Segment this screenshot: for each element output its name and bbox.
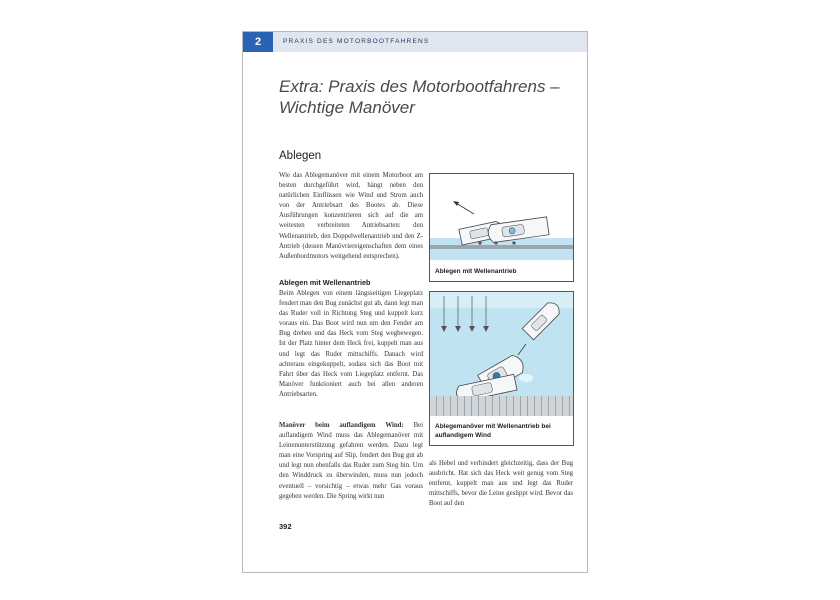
chapter-number: 2 [243,32,273,52]
book-page [242,31,588,573]
fender-1 [478,241,481,244]
intro-paragraph: Wie das Ablegemanöver mit einem Motorboot am besten durchgeführt wird, hängt neben den natürlichen Einflüssen wie Wind und Strom auch von der Antriebsart des Bootes ab. Diese Ausführungen konzentrieren sich auf die am weitesten verbreiteten Antriebsarten: den Wellenantrieb, den Doppelwellenantrieb und den Z-Antrieb (dessen Manövriereigenschaften dem eines Außenbordmotors weitgehend entsprechen). [279,172,423,260]
figure-ablegen-caption: Ablegen mit Wellenantrieb [435,268,517,275]
page-title [279,76,579,118]
right-paragraph: als Hebel und verhindert gleichzeitig, dass der Bug ausbricht. Hat sich das Heck weit genug vom Steg entfernt, kuppelt man aus und legt das Ruder mittschiffs, bevor die Leine geslippt wird. Bevor das Boot auf den [429,460,573,508]
fender-3 [512,241,515,244]
figure-auflandig-caption: Ablegemanöver mit Wellenantrieb bei auflandigem Wind [435,423,551,439]
wind-paragraph [279,421,423,502]
page-number: 392 [279,522,292,531]
direction-arrow [456,203,474,214]
wind-body: Bei auflandigem Wind muss das Ablegemanöver mit Leinenunterstützung gefahren werden. Dazu legt man eine Vorspring auf Slip, fendert den Bug gut ab und legt nun ebenfalls das Ruder zum Steg hin. Um den Winddruck zu überwinden, muss nun jedoch eventuell – vorsichtig – etwas mehr Gas voraus gegeben werden. Die Spring wirkt nun [279,422,424,500]
wellen-paragraph: Beim Ablegen von einem längsseitigen Liegeplatz fendert man den Bug zunächst gut ab, dann legt man das Ruder voll in Richtung Steg und kuppelt kurz voraus ein. Das Boot wird nun um den Fender am Bug drehen und das Heck vom Steg wegbewegen. Ist der Platz hinter dem Heck frei, kuppelt man aus und legt das Ruder mittschiffs. Danach wird achteraus eingekuppelt, sodass sich das Boot mit Fahrt über das Heck vom Liegeplatz entfernt. Das Manöver funktioniert auch bei allen anderen Antriebsarten. [279,290,423,398]
subsection-heading: Ablegen mit Wellenantrieb [279,278,371,287]
section-heading: Ablegen [279,150,322,162]
pier [430,245,573,249]
fender-2 [494,241,497,244]
figure-ablegen-illustration [430,174,573,260]
figure-auflandig [429,291,574,446]
prop-wash [519,374,533,382]
title-line-1: Extra: Praxis des Motorbootfahrens – [279,77,560,96]
pier-planks [430,396,573,416]
running-header [243,32,587,52]
title-line-2: Wichtige Manöver [279,98,415,117]
running-head: PRAXIS DES MOTORBOOTFAHRENS [283,38,430,45]
figure-ablegen [429,173,574,282]
wind-lead: Manöver beim auflandigem Wind: [279,422,404,429]
